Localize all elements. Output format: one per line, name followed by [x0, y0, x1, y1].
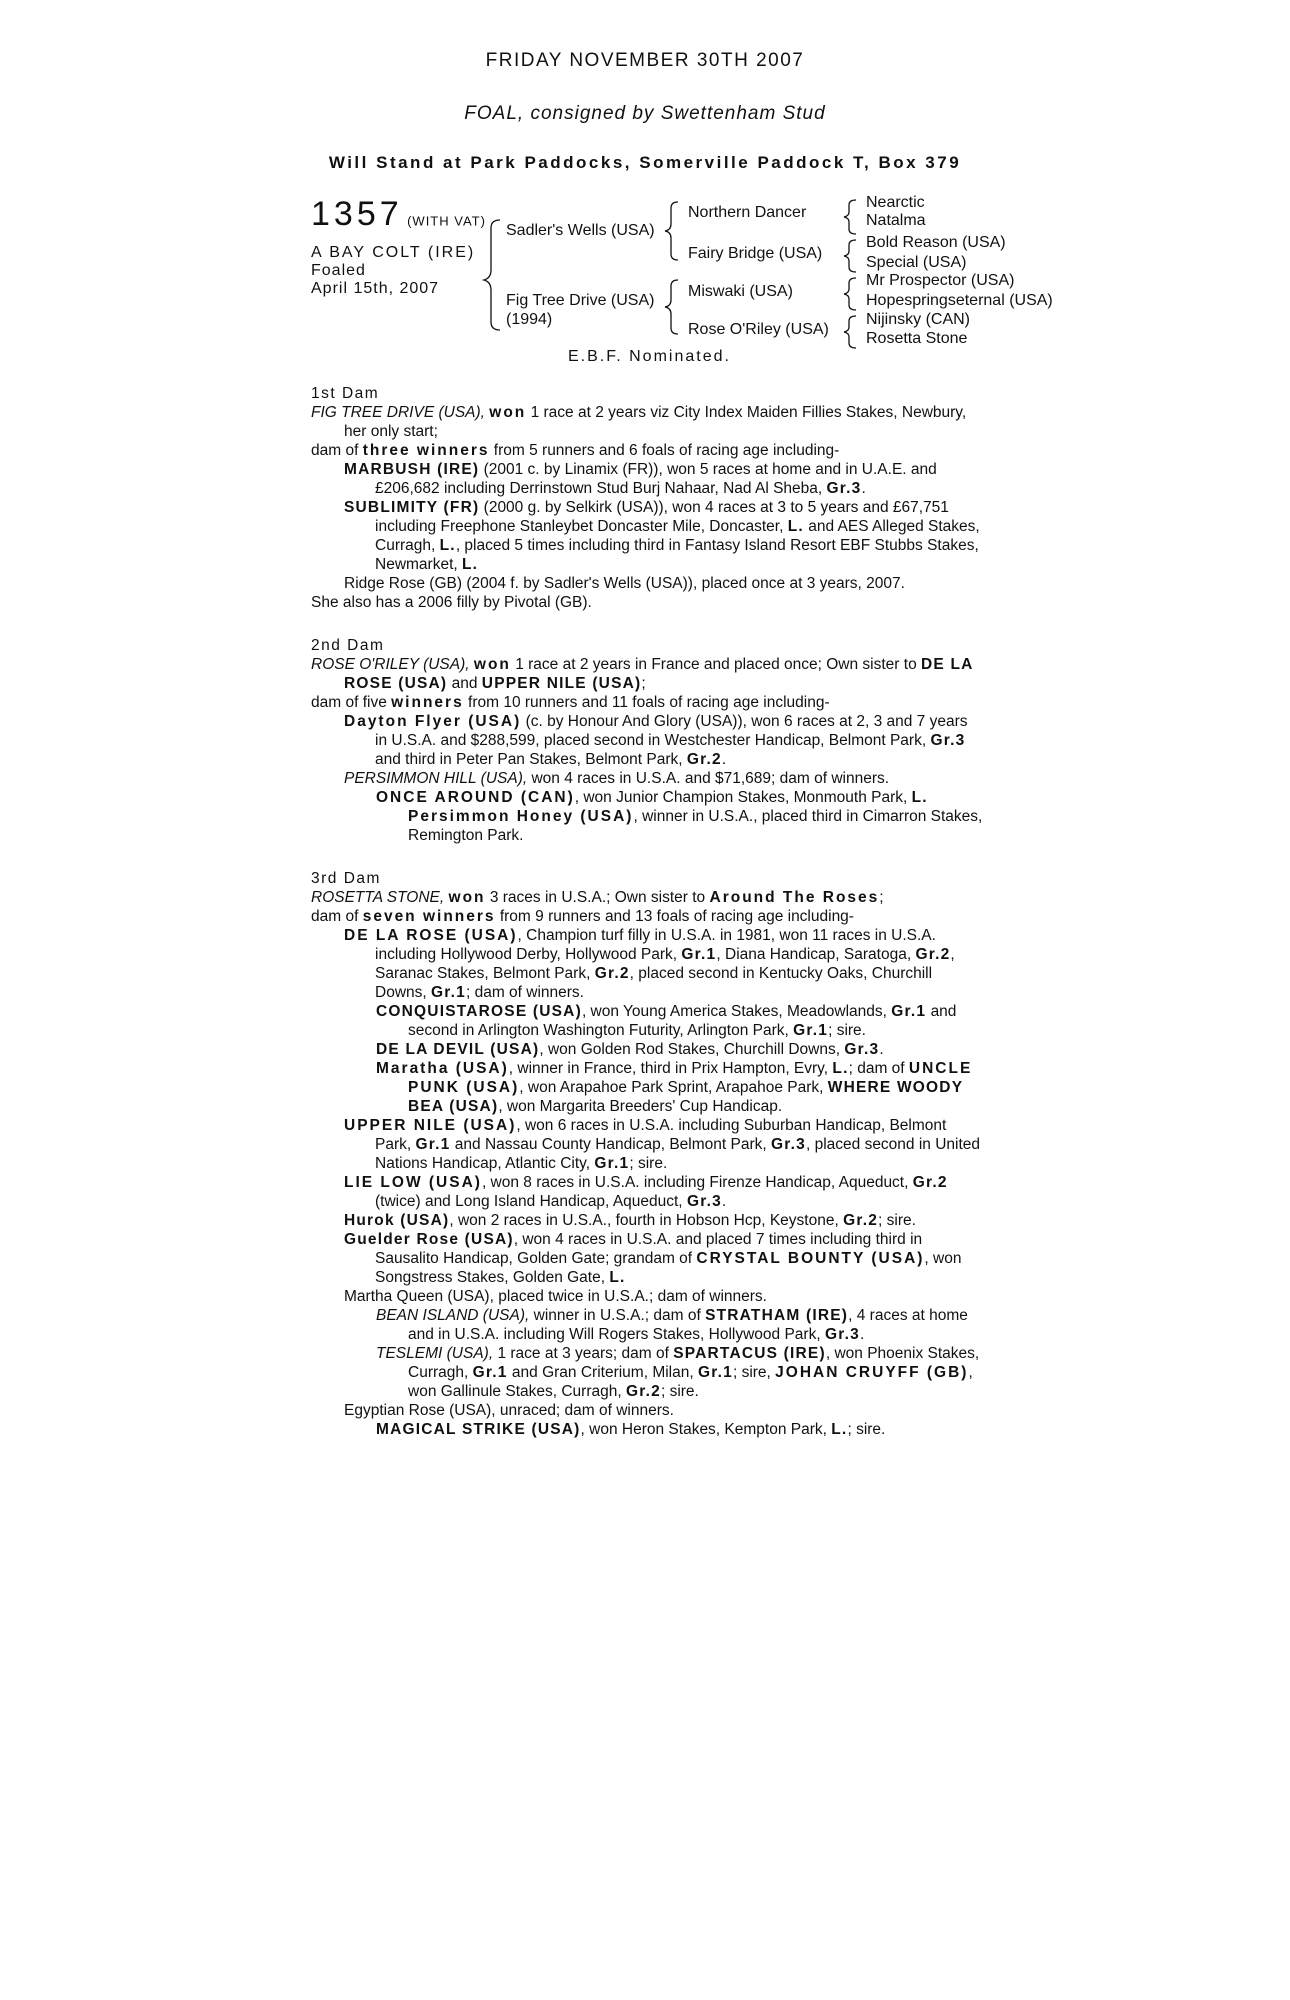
- third-dam-entry: Guelder Rose (USA), won 4 races in U.S.A. and placed 7 times including third in Sausalito Handicap, Golden Gate; grandam of CRYSTAL BOUNTY (USA), won Songstress Stakes, Golden Gate, L.: [344, 1231, 962, 1286]
- consignment-line: FOAL, consigned by Swettenham Stud: [464, 103, 826, 124]
- first-dam-entry: MARBUSH (IRE) (2001 c. by Linamix (FR)), won 5 races at home and in U.A.E. and £206,682 including Derrinstown Stud Burj Nahaar, Nad Al Sheba, Gr.3.: [344, 461, 937, 497]
- pedigree-dam: Fig Tree Drive (USA): [506, 292, 655, 309]
- pedigree-sdd: Special (USA): [866, 254, 967, 271]
- first-dam-produce-summary: dam of three winners from 5 runners and 6 foals of racing age including-: [311, 442, 840, 459]
- pedigree-sss: Nearctic: [866, 194, 925, 211]
- lot-number: 1357: [311, 195, 403, 233]
- second-dam-entry: ONCE AROUND (CAN), won Junior Champion Stakes, Monmouth Park, L.: [376, 789, 928, 806]
- family-details: [311, 384, 983, 1439]
- third-dam-title: 3rd Dam: [311, 870, 381, 887]
- pedigree-sire-dam: Fairy Bridge (USA): [688, 245, 823, 262]
- pedigree-dss: Mr Prospector (USA): [866, 272, 1015, 289]
- pedigree-ddd: Rosetta Stone: [866, 330, 968, 347]
- second-dam-entry: Persimmon Honey (USA), winner in U.S.A., placed third in Cimarron Stakes, Remington Park.: [408, 808, 983, 844]
- sale-date: FRIDAY NOVEMBER 30TH 2007: [485, 50, 805, 71]
- second-dam-title: 2nd Dam: [311, 637, 385, 654]
- third-dam-race-record: ROSETTA STONE, won 3 races in U.S.A.; Own sister to Around The Roses;: [311, 889, 884, 906]
- third-dam-entry: Martha Queen (USA), placed twice in U.S.A.; dam of winners.: [344, 1288, 767, 1305]
- pedigree-dds: Nijinsky (CAN): [866, 311, 970, 328]
- third-dam-entry: MAGICAL STRIKE (USA), won Heron Stakes, Kempton Park, L.; sire.: [376, 1421, 886, 1438]
- pedigree-dsd: Hopespringseternal (USA): [866, 292, 1053, 309]
- pedigree-dam-dam: Rose O'Riley (USA): [688, 321, 829, 338]
- second-dam-race-record: ROSE O'RILEY (USA), won 1 race at 2 years in France and placed once; Own sister to DE LA ROSE (USA) and UPPER NILE (USA);: [311, 656, 973, 692]
- third-dam-entry: Egyptian Rose (USA), unraced; dam of winners.: [344, 1402, 674, 1419]
- first-dam-entry: Ridge Rose (GB) (2004 f. by Sadler's Wells (USA)), placed once at 3 years, 2007.: [344, 575, 905, 592]
- second-dam-produce-summary: dam of five winners from 10 runners and 11 foals of racing age including-: [311, 694, 830, 711]
- pedigree-dam-year: (1994): [506, 311, 553, 328]
- third-dam-entry: BEAN ISLAND (USA), winner in U.S.A.; dam of STRATHAM (IRE), 4 races at home and in U.S.A. including Will Rogers Stakes, Hollywood Park, Gr.3.: [376, 1307, 968, 1343]
- pedigree-ssd: Natalma: [866, 212, 926, 229]
- first-dam-entry: SUBLIMITY (FR) (2000 g. by Selkirk (USA)), won 4 races at 3 to 5 years and £67,751 including Freephone Stanleybet Doncaster Mile, Doncaster, L. and AES Alleged Stakes, Curragh, L., placed 5 times including third in Fantasy Island Resort EBF Stubbs Stakes, Newmarket, L.: [344, 499, 980, 573]
- horse-name: A BAY COLT (IRE): [311, 244, 476, 261]
- third-dam-entry: TESLEMI (USA), 1 race at 3 years; dam of SPARTACUS (IRE), won Phoenix Stakes, Curragh, Gr.1 and Gran Criterium, Milan, Gr.1; sire, JOHAN CRUYFF (GB), won Gallinule Stakes, Curragh, Gr.2; sire.: [376, 1345, 980, 1400]
- pedigree-dam-sire: Miswaki (USA): [688, 283, 793, 300]
- third-dam-entry: DE LA DEVIL (USA), won Golden Rod Stakes, Churchill Downs, Gr.3.: [376, 1041, 884, 1058]
- ebf-nominated: E.B.F. Nominated.: [568, 348, 731, 365]
- pedigree-sire: Sadler's Wells (USA): [506, 222, 655, 239]
- third-dam-entry: UPPER NILE (USA), won 6 races in U.S.A. including Suburban Handicap, Belmont Park, Gr.1 and Nassau County Handicap, Belmont Park, Gr.3, placed second in United Nations Handicap, Atlantic City, Gr.1; sire.: [344, 1117, 981, 1172]
- foaled-date: April 15th, 2007: [311, 280, 440, 297]
- stand-location: Will Stand at Park Paddocks, Somerville Paddock T, Box 379: [328, 153, 962, 172]
- third-dam-entry: Hurok (USA), won 2 races in U.S.A., fourth in Hobson Hcp, Keystone, Gr.2; sire.: [344, 1212, 916, 1229]
- pedigree-sire-sire: Northern Dancer: [688, 204, 807, 221]
- first-dam-note: She also has a 2006 filly by Pivotal (GB).: [311, 594, 592, 611]
- third-dam-entry: LIE LOW (USA), won 8 races in U.S.A. including Firenze Handicap, Aqueduct, Gr.2 (twice) and Long Island Handicap, Aqueduct, Gr.3.: [344, 1174, 948, 1210]
- third-dam-entry: DE LA ROSE (USA), Champion turf filly in U.S.A. in 1981, won 11 races in U.S.A. including Hollywood Derby, Hollywood Park, Gr.1, Diana Handicap, Saratoga, Gr.2, Saranac Stakes, Belmont Park, Gr.2, placed second in Kentucky Oaks, Churchill Downs, Gr.1; dam of winners.: [344, 927, 955, 1001]
- pedigree-sds: Bold Reason (USA): [866, 234, 1006, 251]
- first-dam-title: 1st Dam: [311, 385, 380, 402]
- second-dam-entry: PERSIMMON HILL (USA), won 4 races in U.S.A. and $71,689; dam of winners.: [344, 770, 890, 787]
- second-dam-entry: Dayton Flyer (USA) (c. by Honour And Glory (USA)), won 6 races at 2, 3 and 7 years in U.S.A. and $288,599, placed second in Westchester Handicap, Belmont Park, Gr.3 and third in Peter Pan Stakes, Belmont Park, Gr.2.: [344, 713, 968, 768]
- third-dam-entry: CONQUISTAROSE (USA), won Young America Stakes, Meadowlands, Gr.1 and second in Arlington Washington Futurity, Arlington Park, Gr.1; sire.: [376, 1003, 957, 1039]
- vat-note: (WITH VAT): [407, 213, 486, 229]
- foaled-label: Foaled: [311, 262, 366, 279]
- third-dam-entry: Maratha (USA), winner in France, third in Prix Hampton, Evry, L.; dam of UNCLE PUNK (USA), won Arapahoe Park Sprint, Arapahoe Park, WHERE WOODY BEA (USA), won Margarita Breeders' Cup Handicap.: [376, 1060, 973, 1115]
- third-dam-produce-summary: dam of seven winners from 9 runners and 13 foals of racing age including-: [311, 908, 854, 925]
- first-dam-race-record: FIG TREE DRIVE (USA), won 1 race at 2 years viz City Index Maiden Fillies Stakes, Newbury, her only start;: [311, 404, 967, 440]
